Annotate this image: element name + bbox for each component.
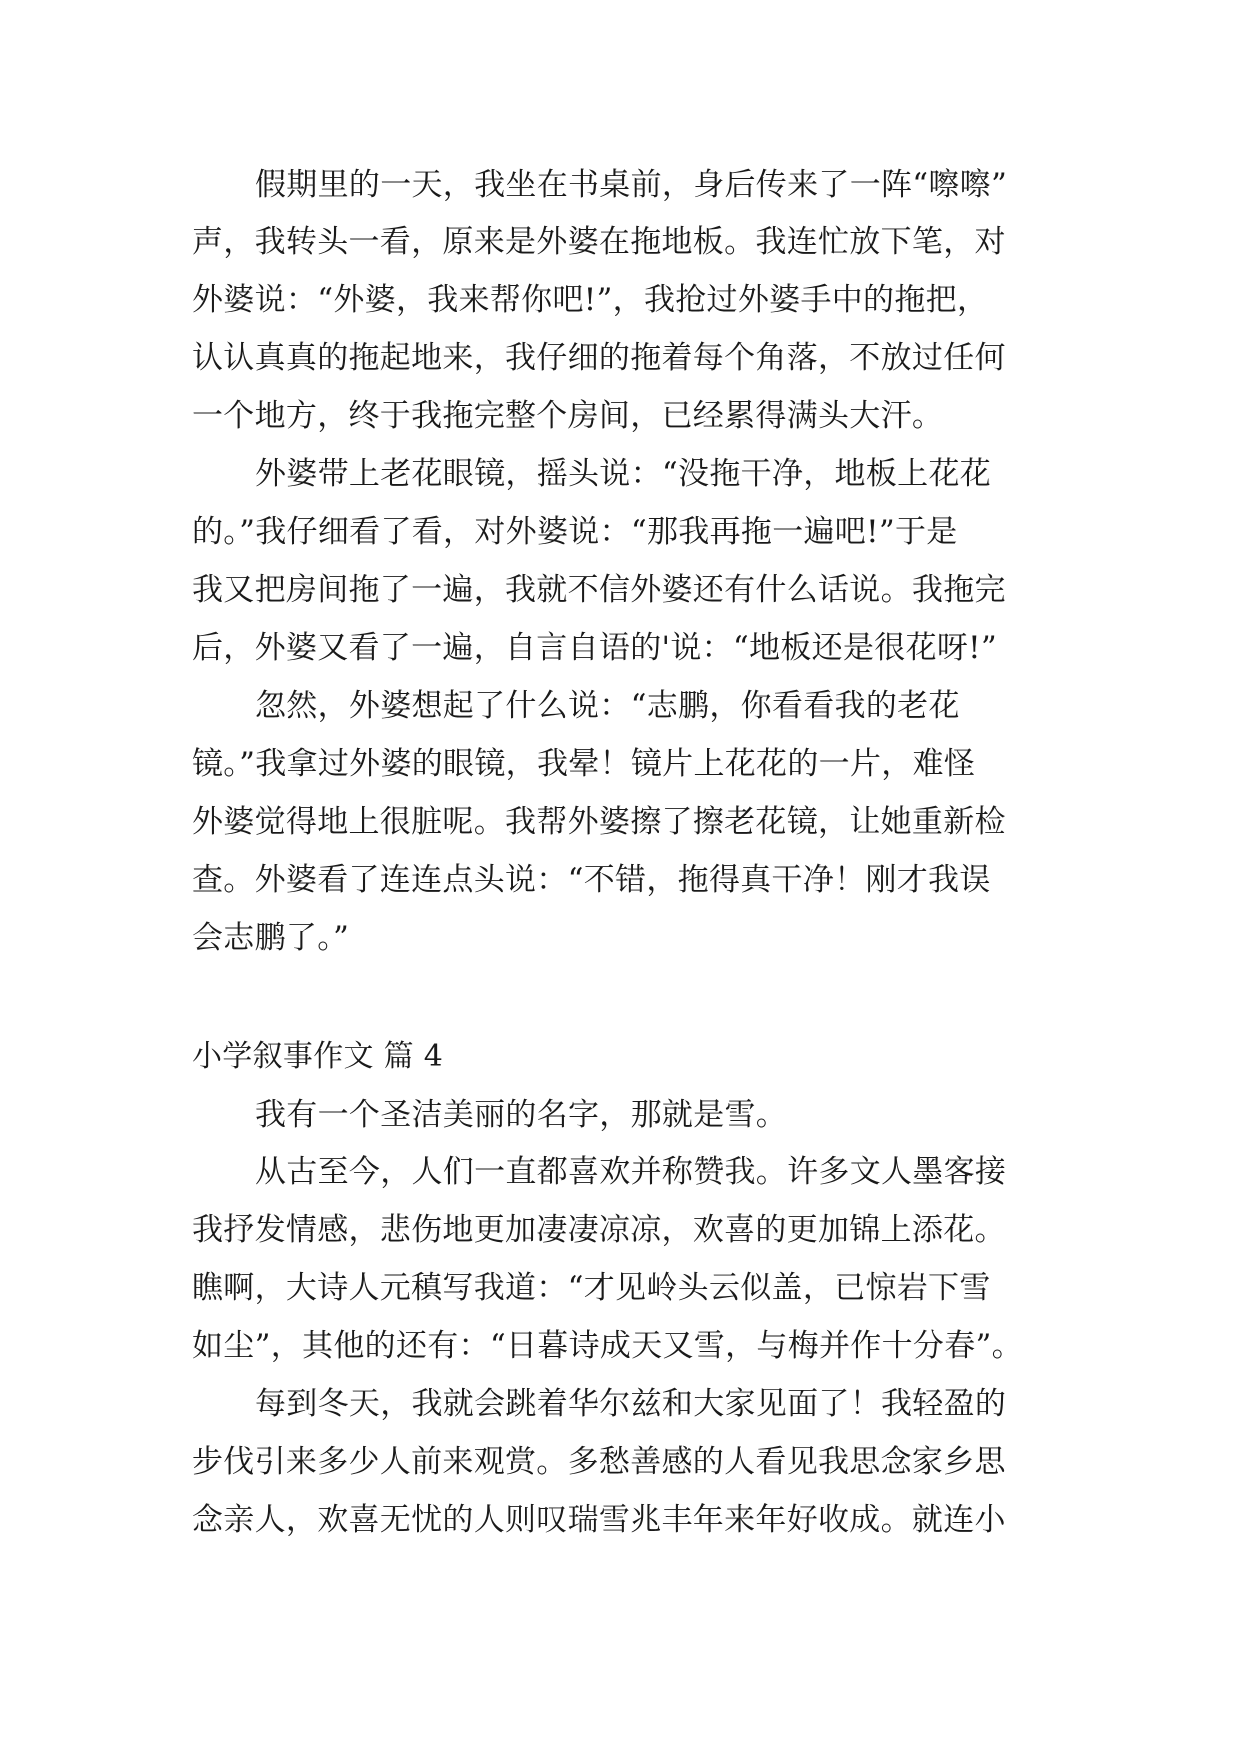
paragraph-line: 每到冬天，我就会跳着华尔兹和大家见面了！我轻盈的 bbox=[255, 1386, 1007, 1422]
paragraph-line: 从古至今，人们一直都喜欢并称赞我。许多文人墨客接 bbox=[255, 1154, 1007, 1190]
paragraph-line: 我抒发情感，悲伤地更加凄凄凉凉，欢喜的更加锦上添花。 bbox=[192, 1212, 1006, 1248]
paragraph-line: 查。外婆看了连连点头说：“不错，拖得真干净！刚才我误 bbox=[192, 862, 991, 898]
paragraph-line: 外婆说：“外婆，我来帮你吧!”，我抢过外婆手中的拖把， bbox=[192, 282, 989, 318]
paragraph-line: 念亲人，欢喜无忧的人则叹瑞雪兆丰年来年好收成。就连小 bbox=[192, 1502, 1006, 1538]
paragraph-line: 假期里的一天，我坐在书桌前，身后传来了一阵“嚓嚓” bbox=[255, 167, 1008, 203]
paragraph-line: 会志鹏了。” bbox=[192, 920, 350, 956]
paragraph-line: 外婆带上老花眼镜，摇头说：“没拖干净，地板上花花 bbox=[255, 456, 992, 492]
paragraph-line: 步伐引来多少人前来观赏。多愁善感的人看见我思念家乡思 bbox=[192, 1444, 1006, 1480]
paragraph-line: 后，外婆又看了一遍，自言自语的'说：“地板还是很花呀!” bbox=[192, 630, 998, 666]
paragraph-line: 声，我转头一看，原来是外婆在拖地板。我连忙放下笔，对 bbox=[192, 224, 1006, 260]
essay-heading: 小学叙事作文 篇 4 bbox=[192, 1039, 444, 1074]
paragraph-line: 我又把房间拖了一遍，我就不信外婆还有什么话说。我拖完 bbox=[192, 572, 1006, 608]
paragraph-line: 瞧啊，大诗人元稹写我道：“才见岭头云似盖，已惊岩下雪 bbox=[192, 1270, 991, 1306]
paragraph-line: 如尘”，其他的还有：“日暮诗成天又雪，与梅并作十分春”。 bbox=[192, 1328, 1023, 1364]
paragraph-line: 镜。”我拿过外婆的眼镜，我晕！镜片上花花的一片，难怪 bbox=[192, 746, 976, 782]
paragraph-line: 认认真真的拖起地来，我仔细的拖着每个角落，不放过任何 bbox=[192, 340, 1006, 376]
paragraph-line: 忽然，外婆想起了什么说：“志鹏，你看看我的老花 bbox=[255, 688, 960, 724]
paragraph-line: 的。”我仔细看了看，对外婆说：“那我再拖一遍吧!”于是 bbox=[192, 514, 958, 550]
paragraph-line: 一个地方，终于我拖完整个房间，已经累得满头大汗。 bbox=[192, 398, 944, 434]
paragraph-line: 我有一个圣洁美丽的名字，那就是雪。 bbox=[255, 1097, 788, 1133]
paragraph-line: 外婆觉得地上很脏呢。我帮外婆擦了擦老花镜，让她重新检 bbox=[192, 804, 1006, 840]
